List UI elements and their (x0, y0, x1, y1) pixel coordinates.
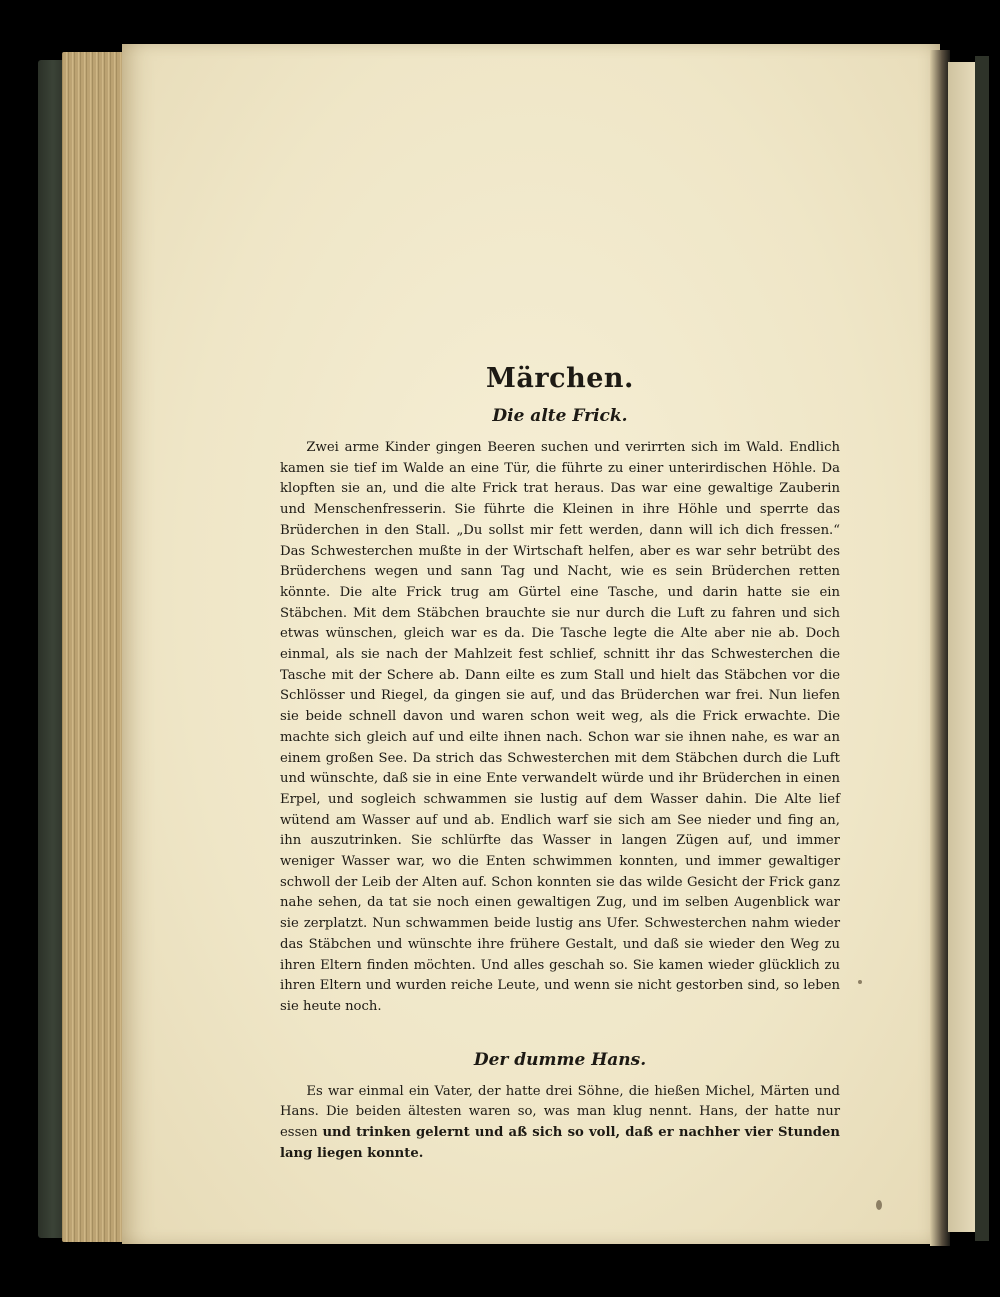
story-title-2: Der dumme Hans. (473, 1049, 647, 1070)
paper-speck (876, 1200, 882, 1210)
page-title: Märchen. (486, 363, 634, 394)
facing-page-edge (948, 62, 978, 1232)
story-paragraph-2-regular: Es war einmal ein Vater, der hatte drei Söhne, die hießen Michel, Märten und Hans. Die beiden ältesten waren so, was man klug nennt. Hans, der hatte nur essen (280, 1083, 840, 1141)
book-gutter (930, 50, 950, 1246)
story-title-1: Die alte Frick. (492, 406, 628, 426)
facing-binding (975, 56, 989, 1241)
story-paragraph-2-bold: und trinken gelernt und aß sich so voll, daß er nachher vier Stunden lang liegen konnte. (280, 1125, 840, 1161)
page-text-block (280, 362, 840, 1165)
story-paragraph-2 (280, 1082, 840, 1165)
story-paragraph-1: Zwei arme Kinder gingen Beeren suchen und verirrten sich im Wald. Endlich kamen sie tief im Walde an eine Tür, die führte zu einer unterirdischen Höhle. Da klopften sie an, und die alte Frick trat heraus. Das war eine gewaltige Zauberin und Menschenfresserin. Sie führte die Kleinen in ihre Höhle und sperrte das Brüderchen in den Stall. „Du sollst mir fett werden, dann will ich dich fressen.“ Das Schwesterchen mußte in der Wirtschaft helfen, aber es war sehr betrübt des Brüderchens wegen und sann Tag und Nacht, wie es sein Brüderchen retten könnte. Die alte Frick trug am Gürtel eine Tasche, und darin hatte sie ein Stäbchen. Mit dem Stäbchen brauchte sie nur durch die Luft zu fahren und sich etwas wünschen, gleich war es da. Die Tasche legte die Alte aber nie ab. Doch einmal, als sie nach der Mahlzeit fest schlief, schnitt ihr das Schwesterchen die Tasche mit der Schere ab. Dann eilte es zum Stall und hielt das Stäbchen vor die Schlösser und Riegel, da gingen sie auf, und das Brüderchen war frei. Nun liefen sie beide schnell davon und waren schon weit weg, als die Frick erwachte. Die machte sich gleich auf und eilte ihnen nach. Schon war sie ihnen nahe, es war an einem großen See. Da strich das Schwesterchen mit dem Stäbchen durch die Luft und wünschte, daß sie in eine Ente verwandelt würde und ihr Brüderchen in einen Erpel, und sogleich schwammen sie lustig auf dem Wasser dahin. Die Alte lief wütend am Wasser auf und ab. Endlich warf sie sich am See nieder und fing an, ihn auszutrinken. Sie schlürfte das Wasser in langen Zügen auf, und immer weniger Wasser war, wo die Enten schwimmen konnten, und immer gewaltiger schwoll der Leib der Alten auf. Schon konnten sie das wilde Gesicht der Frick ganz nahe sehen, da tat sie noch einen gewaltigen Zug, und im selben Augenblick war sie zerplatzt. Nun schwammen beide lustig ans Ufer. Schwesterchen nahm wieder das Stäbchen und wünschte ihre frühere Gestalt, und daß sie wieder den Weg zu ihren Eltern finden möchten. Und alles geschah so. Sie kamen wieder glücklich zu ihren Eltern und wurden reiche Leute, und wenn sie nicht gestorben sind, so leben sie heute noch. (280, 440, 840, 1014)
paper-speck (858, 980, 862, 984)
